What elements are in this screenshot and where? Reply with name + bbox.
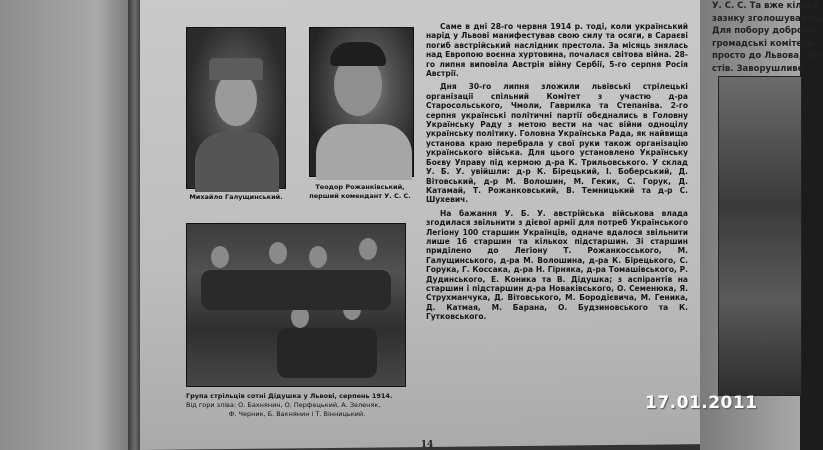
article-paragraph-1: Саме в дні 28-го червня 1914 р. тоді, коли український нарід у Львові манифестував свою силу та осяги, в Сараєві погиб австрійський наслідник престола. За місяць знялась над Европою воєнна хуртовина, почалася світова війна. 28-го липня виповіла Австрія війну Сербії, 5-го серпня Росія Австрії. (426, 22, 688, 79)
right-page-line: громадські комітети. (712, 38, 817, 49)
right-page-text (712, 0, 823, 75)
soldiers-bodies (201, 270, 391, 310)
right-page-line: зазнку зголошувались (712, 13, 823, 24)
right-page-line: Для побору доброво (712, 26, 815, 36)
right-page-line: просто до Львова, або (712, 51, 823, 61)
caption-photo2 (300, 183, 420, 201)
uniform-shape (195, 132, 279, 192)
portrait-face (215, 72, 257, 126)
uniform-shape (316, 124, 412, 180)
soldiers-bodies (277, 328, 377, 378)
date-stamp: 17.01.2011 (645, 393, 758, 413)
hair-shape (330, 42, 386, 66)
page-number: 14 (420, 440, 434, 450)
caption-photo1: Михайло Галущинський. (189, 193, 283, 201)
right-page-line: У. С. С. Та вже кілька (712, 1, 819, 11)
right-page-photo (718, 76, 802, 396)
caption-photo2-line2: перший комендант У. С. С. (309, 192, 411, 200)
group-photo-riflemen (186, 223, 406, 387)
article-paragraph-2: Дня 30-го липня зложили львівські стрілецькі організації спільний Комітет з участю д-ра Старосольського, Чмоли, Гаврилка та Степаніва. 2-го серпня українські політичні партії обєднались в Головну Українську Раду з метою вести на час війни одноцілу українську політику. Головна Українська Рада, як найвища установа краю перебрала у свої руки також організацію українського війська. Для цього установлено Українську Боєву Управу під кермою д-ра К. Трильовського. У склад У. Б. У. увійшли: д-р К. Бірецький, І. Боберський, Д. Вітовський, д-р М. Волошин, М. Гекик, С. Горук, Д. Катамай, Т. Рожанковський, В. Темницький та д-р С. Шухевич. (426, 82, 688, 205)
portrait-photo-rozhankivskyi (309, 27, 414, 177)
article-text (426, 22, 688, 326)
caption-photo3-line2: Від гори зліва: О. Бахнянин, О. Перфецький, А. Зеленяк, (186, 401, 381, 409)
right-page (700, 0, 823, 450)
caption-photo3-line3: Ф. Черник, Б. Вакнянин і Т. Вінницький. (228, 410, 366, 418)
soldier-head (309, 246, 327, 268)
article-paragraph-3: На бажання У. Б. У. австрійська військова влада згодилася звільнити з дієвої армії для потреб Українського Легіону 100 старшин Українців, одначе вдалося звільнити лише 16 старшин та кількох підстаршин. Зі старшин приділено до Легіону Т. Рожанкосського, М. Галущинського, д-ра М. Волошина, д-ра К. Бірецького, С. Горука, Г. Коссака, д-ра Н. Гірняка, д-ра Томашівського, Р. Дудинського, Е. Коника та В. Дідушка; з аспірантів на старшин і підстаршин д-ра Новаківського, О. Семенюка, Я. Струхманчука, Д. Вітовського, М. Бородієвича, М. Геника, Д. Катмая, М. Барана, О. Будзиновського та К. Гутковського. (426, 208, 688, 322)
caption-photo3-title: Група стрільців сотні Дідушка у Львові, серпень 1914. (186, 392, 393, 400)
caption-photo3 (186, 392, 408, 419)
right-page-line: стів. Заворушливе (712, 63, 804, 74)
cap-shape (209, 58, 263, 80)
portrait-photo-galushchynskyi (186, 27, 286, 189)
soldier-head (211, 246, 229, 268)
soldier-head (359, 238, 377, 260)
caption-photo2-line1: Теодор Рожанківський, (315, 183, 405, 191)
left-page (0, 0, 140, 450)
soldier-head (269, 242, 287, 264)
